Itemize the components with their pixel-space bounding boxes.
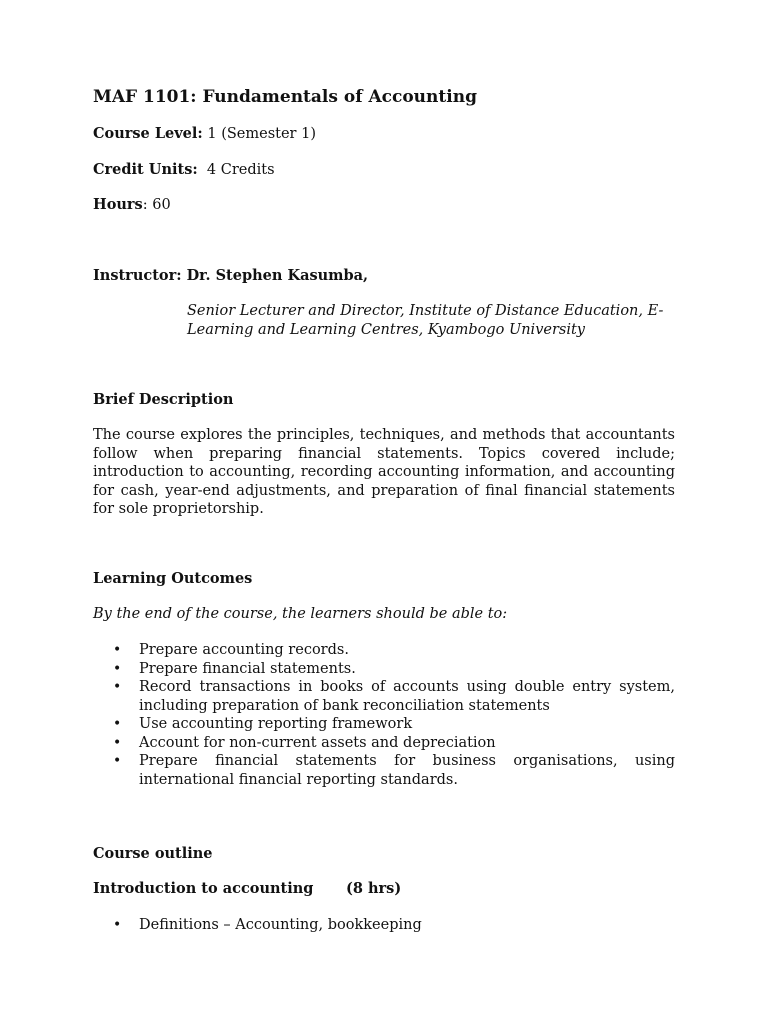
instructor-role	[187, 302, 677, 339]
credit-units-label: Credit Units:	[93, 161, 198, 178]
instructor-role-line-2: Learning and Learning Centres, Kyambogo University	[187, 321, 585, 338]
course-title: MAF 1101: Fundamentals of Accounting	[93, 87, 477, 107]
list-item: • Record transactions in books of accounts using double entry system, including preparation of bank reconciliation statements	[113, 679, 675, 714]
learning-outcomes-list	[93, 641, 675, 789]
bullet-icon: •	[113, 917, 122, 933]
list-item: • Prepare financial statements for business organisations, using international financial reporting standards.	[113, 753, 675, 788]
outline-section-title: Introduction to accounting	[93, 880, 314, 897]
bullet-icon: •	[113, 753, 122, 769]
brief-description-text: The course explores the principles, techniques, and methods that accountants follow when preparing financial statements. Topics covered include; introduction to accounting, recording accounting information, and accounting for cash, year-end adjustments, and preparation of final financial statements for sole proprietorship.	[93, 427, 675, 517]
instructor-label: Instructor: Dr. Stephen Kasumba,	[93, 267, 369, 284]
bullet-icon: •	[113, 734, 122, 751]
brief-description-heading: Brief Description	[93, 391, 234, 408]
list-item: • Account for non-current assets and depreciation	[113, 734, 496, 751]
bullet-icon: •	[113, 679, 122, 695]
hours	[93, 196, 171, 215]
hours-value: : 60	[142, 197, 171, 213]
learning-outcomes-heading: Learning Outcomes	[93, 570, 253, 587]
instructor-role-line-1: Senior Lecturer and Director, Institute of Distance Education, E-	[187, 303, 664, 319]
list-item: • Use accounting reporting framework	[113, 716, 413, 732]
outline-list	[93, 916, 675, 935]
list-item: • Definitions – Accounting, bookkeeping	[113, 917, 422, 933]
credit-units-value: 4 Credits	[197, 162, 275, 178]
course-level	[93, 125, 316, 144]
bullet-icon: •	[113, 660, 122, 677]
list-item: • Prepare financial statements.	[113, 660, 356, 677]
course-outline-heading: Course outline	[93, 845, 213, 862]
course-level-label: Course Level:	[93, 125, 203, 142]
outline-section-hours: (8 hrs)	[346, 880, 402, 897]
hours-label: Hours	[93, 196, 143, 213]
bullet-icon: •	[113, 716, 122, 732]
list-item: • Prepare accounting records.	[113, 642, 349, 658]
bullet-icon: •	[113, 642, 122, 658]
credit-units	[93, 161, 275, 180]
learning-outcomes-intro: By the end of the course, the learners should be able to:	[93, 606, 508, 622]
course-level-value: 1 (Semester 1)	[202, 126, 316, 142]
